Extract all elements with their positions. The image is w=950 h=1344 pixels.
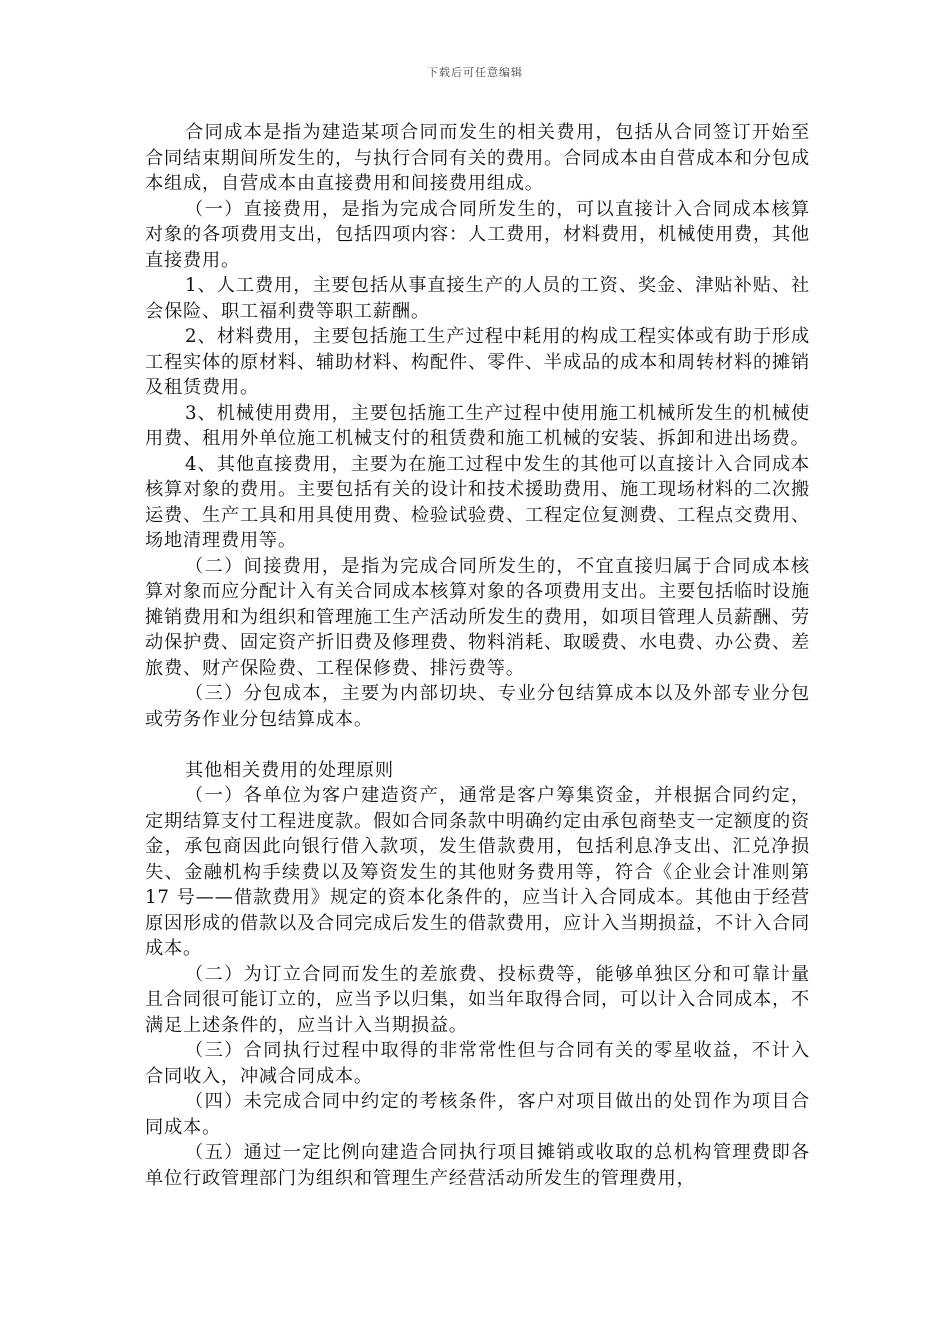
page-header: 下载后可任意编辑 xyxy=(427,66,523,79)
paragraph-other-direct-costs: 4、其他直接费用，主要为在施工过程中发生的其他可以直接计入合同成本核算对象的费用。主要包括有关的设计和技术援助费用、施工现场材料的二次搬运费、生产工具和用具使用费、检验试验费、工程定位复测费、工程点交费用、场地清理费用等。 xyxy=(145,453,810,551)
document-body xyxy=(145,120,810,1191)
paragraph-indirect-costs: （二）间接费用，是指为完成合同所发生的，不宜直接归属于合同成本核算对象而应分配计入有关合同成本核算对象的各项费用支出。主要包括临时设施摊销费用和为组织和管理施工生产活动所发生的费用，如项目管理人员薪酬、劳动保护费、固定资产折旧费及修理费、物料消耗、取暖费、水电费、办公费、差旅费、财产保险费、工程保修费、排污费等。 xyxy=(145,555,810,679)
paragraph-contract-cost-definition: 合同成本是指为建造某项合同而发生的相关费用，包括从合同签订开始至合同结束期间所发生的，与执行合同有关的费用。合同成本由自营成本和分包成本组成，自营成本由直接费用和间接费用组成。 xyxy=(145,122,810,194)
paragraph-machinery-costs: 3、机械使用费用，主要包括施工生产过程中使用施工机械所发生的机械使用费、租用外单位施工机械支付的租赁费和施工机械的安装、拆卸和进出场费。 xyxy=(145,402,810,449)
section-title-other-costs: 其他相关费用的处理原则 xyxy=(185,759,394,781)
paragraph-management-fees: （五）通过一定比例向建造合同执行项目摊销或收取的总机构管理费即各单位行政管理部门为组织和管理生产经营活动所发生的管理费用， xyxy=(145,1142,810,1189)
paragraph-subcontract-costs: （三）分包成本，主要为内部切块、专业分包结算成本以及外部专业分包或劳务作业分包结算成本。 xyxy=(145,683,810,730)
paragraph-penalties: （四）未完成合同中约定的考核条件，客户对项目做出的处罚作为项目合同成本。 xyxy=(145,1091,810,1138)
paragraph-labor-costs: 1、人工费用，主要包括从事直接生产的人员的工资、奖金、津贴补贴、社会保险、职工福利费等职工薪酬。 xyxy=(145,275,810,322)
paragraph-bidding-costs: （二）为订立合同而发生的差旅费、投标费等，能够单独区分和可靠计量且合同很可能订立的，应当予以归集，如当年取得合同，可以计入合同成本，不满足上述条件的，应当计入当期损益。 xyxy=(145,963,810,1036)
paragraph-material-costs: 2、材料费用，主要包括施工生产过程中耗用的构成工程实体或有助于形成工程实体的原材料、辅助材料、构配件、零件、半成品的成本和周转材料的摊销及租赁费用。 xyxy=(145,326,810,398)
paragraph-direct-costs: （一）直接费用，是指为完成合同所发生的，可以直接计入合同成本核算对象的各项费用支出，包括四项内容：人工费用，材料费用，机械使用费，其他直接费用。 xyxy=(145,198,810,271)
paragraph-incidental-income: （三）合同执行过程中取得的非常常性但与合同有关的零星收益，不计入合同收入，冲减合同成本。 xyxy=(145,1040,810,1087)
paragraph-borrowing-costs: （一）各单位为客户建造资产，通常是客户筹集资金，并根据合同约定，定期结算支付工程进度款。假如合同条款中明确约定由承包商垫支一定额度的资金，承包商因此向银行借入款项，发生借款费用，包括利息净支出、汇兑净损失、金融机构手续费以及筹资发生的其他财务费用等，符合《企业会计准则第 17 号——借款费用》规定的资本化条件的，应当计入合同成本。其他由于经营原因形成的借款以及合同完成后发生的借款费用，应计入当期损益，不计入合同成本。 xyxy=(145,785,810,959)
